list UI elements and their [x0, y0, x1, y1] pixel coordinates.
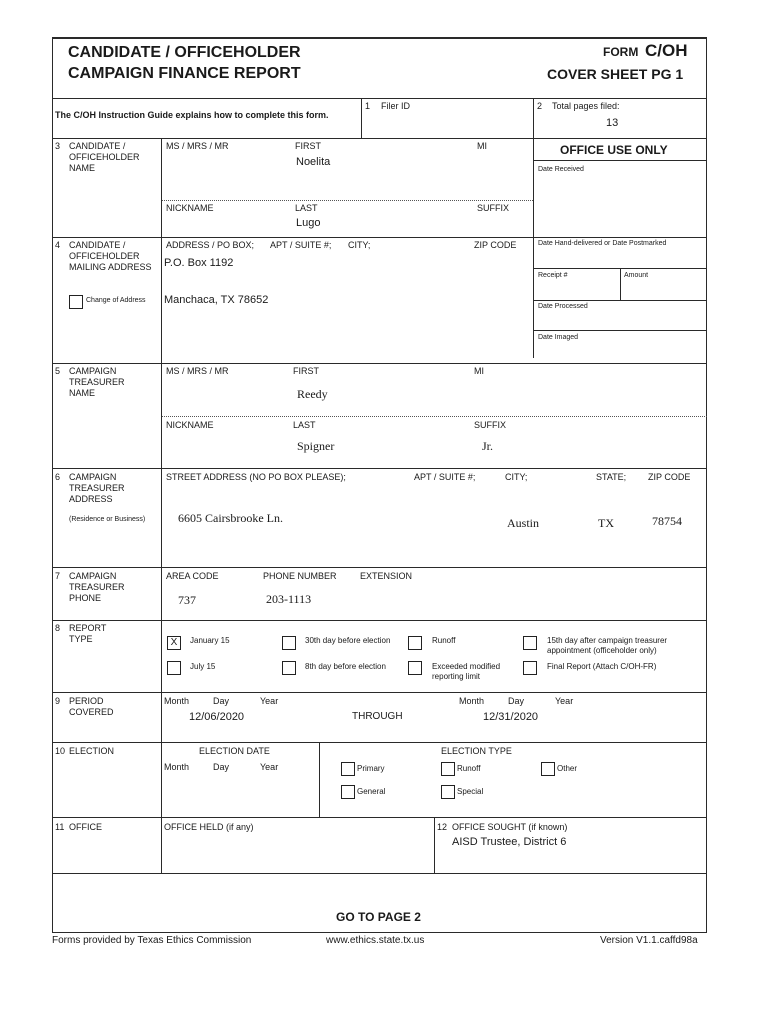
form-id: C/OH [645, 41, 688, 60]
period-section-label: PERIOD COVERED [69, 696, 114, 717]
day15-label: 15th day after campaign treasurer appointment (officeholder only) [547, 636, 668, 655]
election-type-label: ELECTION TYPE [441, 746, 512, 756]
extension-label: EXTENSION [360, 571, 413, 581]
rule [52, 817, 707, 818]
period-to-month-label: Month [459, 696, 485, 706]
period-from-year-label: Year [260, 696, 279, 706]
office-held-label: OFFICE HELD (if any) [164, 822, 254, 832]
footer-provider: Forms provided by Texas Ethics Commission [52, 935, 252, 946]
phone-num: 7 [55, 571, 61, 581]
treasurer-suffix-label: SUFFIX [474, 420, 507, 430]
receipt-label: Receipt # [538, 272, 568, 279]
cover-sheet-label: COVER SHEET PG 1 [547, 66, 684, 82]
candidate-num: 3 [55, 141, 61, 151]
mailing-apt-label: APT / SUITE #; [270, 240, 332, 250]
jan15-checkbox[interactable]: X [167, 636, 181, 650]
pages-value[interactable]: 13 [606, 117, 619, 129]
date-received-label: Date Received [538, 166, 584, 173]
final-report-label: Final Report (Attach C/OH-FR) [547, 662, 657, 671]
treasurer-suffix-value[interactable]: Jr. [482, 439, 494, 453]
rule [533, 138, 534, 358]
form-word: FORM [603, 45, 639, 59]
mailing-section-label: CANDIDATE / OFFICEHOLDER MAILING ADDRESS [69, 240, 152, 272]
election-date-label: ELECTION DATE [199, 746, 270, 756]
other-label: Other [557, 764, 578, 773]
runoff-report-label: Runoff [432, 636, 456, 645]
area-code-label: AREA CODE [166, 571, 219, 581]
jul15-checkbox[interactable] [167, 661, 181, 675]
amount-label: Amount [624, 272, 649, 279]
footer-url[interactable]: www.ethics.state.tx.us [326, 935, 425, 946]
mailing-zip-label: ZIP CODE [474, 240, 517, 250]
office-sought-label: OFFICE SOUGHT (if known) [452, 822, 568, 832]
residence-label: (Residence or Business) [69, 516, 146, 523]
treasurer-num: 5 [55, 366, 61, 376]
ta-state-label: STATE; [596, 472, 627, 482]
election-num: 10 [55, 746, 66, 756]
candidate-mi-label: MI [477, 141, 487, 151]
election-month-label: Month [164, 762, 190, 772]
period-num: 9 [55, 696, 61, 706]
runoff-report-checkbox[interactable] [408, 636, 422, 650]
candidate-section-label: CANDIDATE / OFFICEHOLDER NAME [69, 141, 140, 173]
rule [52, 873, 707, 874]
candidate-prefix-label: MS / MRS / MR [166, 141, 229, 151]
period-from-month-label: Month [164, 696, 190, 706]
candidate-first-label: FIRST [295, 141, 321, 151]
mailing-line1[interactable]: P.O. Box 1192 [164, 257, 234, 269]
ta-street-value[interactable]: 6605 Cairsbrooke Ln. [178, 511, 283, 525]
office-sought-value[interactable]: AISD Trustee, District 6 [452, 836, 567, 848]
general-label: General [357, 787, 386, 796]
date-hand-label: Date Hand-delivered or Date Postmarked [538, 240, 667, 247]
other-checkbox[interactable] [541, 762, 555, 776]
special-checkbox[interactable] [441, 785, 455, 799]
frame-left [52, 37, 53, 932]
exceeded-checkbox[interactable] [408, 661, 422, 675]
phone-section-label: CAMPAIGN TREASURER PHONE [69, 571, 125, 603]
candidate-first-value[interactable]: Noelita [296, 156, 331, 168]
treasurer-mi-label: MI [474, 366, 484, 376]
date-processed-label: Date Processed [538, 303, 588, 310]
phone-number-label: PHONE NUMBER [263, 571, 337, 581]
ta-zip-label: ZIP CODE [648, 472, 691, 482]
office-use-title: OFFICE USE ONLY [560, 143, 668, 157]
candidate-last-value[interactable]: Lugo [296, 217, 321, 229]
street-label: STREET ADDRESS (NO PO BOX PLEASE); [166, 472, 346, 482]
phone-number-value[interactable]: 203-1113 [266, 592, 312, 606]
frame-right [706, 37, 707, 932]
jul15-label: July 15 [190, 662, 216, 671]
rule [52, 237, 533, 238]
frame-top [52, 37, 707, 39]
change-of-address-label: Change of Address [86, 297, 146, 304]
period-to-day-label: Day [508, 696, 525, 706]
report-type-section-label: REPORT TYPE [69, 623, 107, 644]
runoff-election-label: Runoff [457, 764, 481, 773]
election-year-label: Year [260, 762, 279, 772]
form-title-line1: CANDIDATE / OFFICEHOLDER [68, 44, 301, 61]
runoff-election-checkbox[interactable] [441, 762, 455, 776]
period-from-value[interactable]: 12/06/2020 [189, 711, 245, 723]
day8-label: 8th day before election [305, 662, 386, 671]
rule [52, 692, 707, 693]
period-from-day-label: Day [213, 696, 230, 706]
through-label: THROUGH [352, 711, 403, 722]
date-imaged-label: Date Imaged [538, 334, 579, 341]
office-num: 11 [55, 822, 65, 832]
treasurer-address-num: 6 [55, 472, 61, 482]
rule [533, 237, 707, 238]
change-of-address-checkbox[interactable] [69, 295, 83, 309]
mailing-city-label: CITY; [348, 240, 371, 250]
mailing-line2[interactable]: Manchaca, TX 78652 [164, 294, 269, 306]
report-type-num: 8 [55, 623, 61, 633]
area-code-value[interactable]: 737 [178, 593, 196, 607]
candidate-suffix-label: SUFFIX [477, 203, 510, 213]
treasurer-first-value[interactable]: Reedy [297, 387, 328, 401]
rule [533, 98, 534, 138]
special-label: Special [457, 787, 484, 796]
rule [52, 138, 707, 139]
ta-city-label: CITY; [505, 472, 528, 482]
ta-zip-value[interactable]: 78754 [652, 514, 682, 528]
day30-checkbox[interactable] [282, 636, 296, 650]
instruction-text: The C/OH Instruction Guide explains how to complete this form. [55, 110, 329, 120]
general-checkbox[interactable] [341, 785, 355, 799]
treasurer-address-section-label: CAMPAIGN TREASURER ADDRESS [69, 472, 125, 504]
rule [52, 468, 707, 469]
frame-bottom [52, 932, 707, 933]
candidate-last-label: LAST [295, 203, 318, 213]
treasurer-last-value[interactable]: Spigner [297, 439, 335, 453]
jan15-label: January 15 [190, 636, 230, 645]
rule [533, 330, 707, 331]
primary-label: Primary [357, 764, 385, 773]
mailing-num: 4 [55, 240, 61, 250]
form-title-line2: CAMPAIGN FINANCE REPORT [68, 65, 301, 82]
filer-id-num: 1 [365, 101, 371, 111]
pages-label: Total pages filed: [552, 101, 620, 111]
rule [434, 817, 435, 873]
treasurer-section-label: CAMPAIGN TREASURER NAME [69, 366, 125, 398]
footer-version: Version V1.1.caffd98a [600, 935, 698, 946]
rule [52, 363, 707, 364]
period-to-year-label: Year [555, 696, 574, 706]
rule [162, 416, 707, 417]
ta-apt-label: APT / SUITE #; [414, 472, 476, 482]
office-sought-num: 12 [437, 822, 448, 832]
final-report-checkbox[interactable] [523, 661, 537, 675]
day15-checkbox[interactable] [523, 636, 537, 650]
treasurer-nickname-label: NICKNAME [166, 420, 214, 430]
election-section-label: ELECTION [69, 746, 115, 756]
period-to-value[interactable]: 12/31/2020 [483, 711, 539, 723]
filer-id-label: Filer ID [381, 101, 410, 111]
rule [533, 300, 707, 301]
rule [319, 742, 320, 817]
pages-num: 2 [537, 101, 543, 111]
rule [620, 268, 621, 300]
ta-city-value[interactable]: Austin [507, 516, 540, 530]
rule [52, 98, 707, 99]
rule [161, 138, 162, 873]
go-to-page-2: GO TO PAGE 2 [336, 910, 421, 924]
ta-state-value[interactable]: TX [598, 516, 614, 530]
rule [52, 742, 707, 743]
treasurer-last-label: LAST [293, 420, 316, 430]
primary-checkbox[interactable] [341, 762, 355, 776]
treasurer-first-label: FIRST [293, 366, 319, 376]
day8-checkbox[interactable] [282, 661, 296, 675]
rule [361, 98, 362, 138]
rule [52, 567, 707, 568]
exceeded-label: Exceeded modified reporting limit [432, 662, 501, 681]
day30-label: 30th day before election [305, 636, 391, 645]
election-day-label: Day [213, 762, 230, 772]
candidate-nickname-label: NICKNAME [166, 203, 214, 213]
treasurer-prefix-label: MS / MRS / MR [166, 366, 229, 376]
mailing-address-label: ADDRESS / PO BOX; [166, 240, 255, 250]
rule [52, 620, 707, 621]
office-section-label: OFFICE [69, 822, 102, 832]
rule [162, 200, 533, 201]
rule [533, 160, 707, 161]
